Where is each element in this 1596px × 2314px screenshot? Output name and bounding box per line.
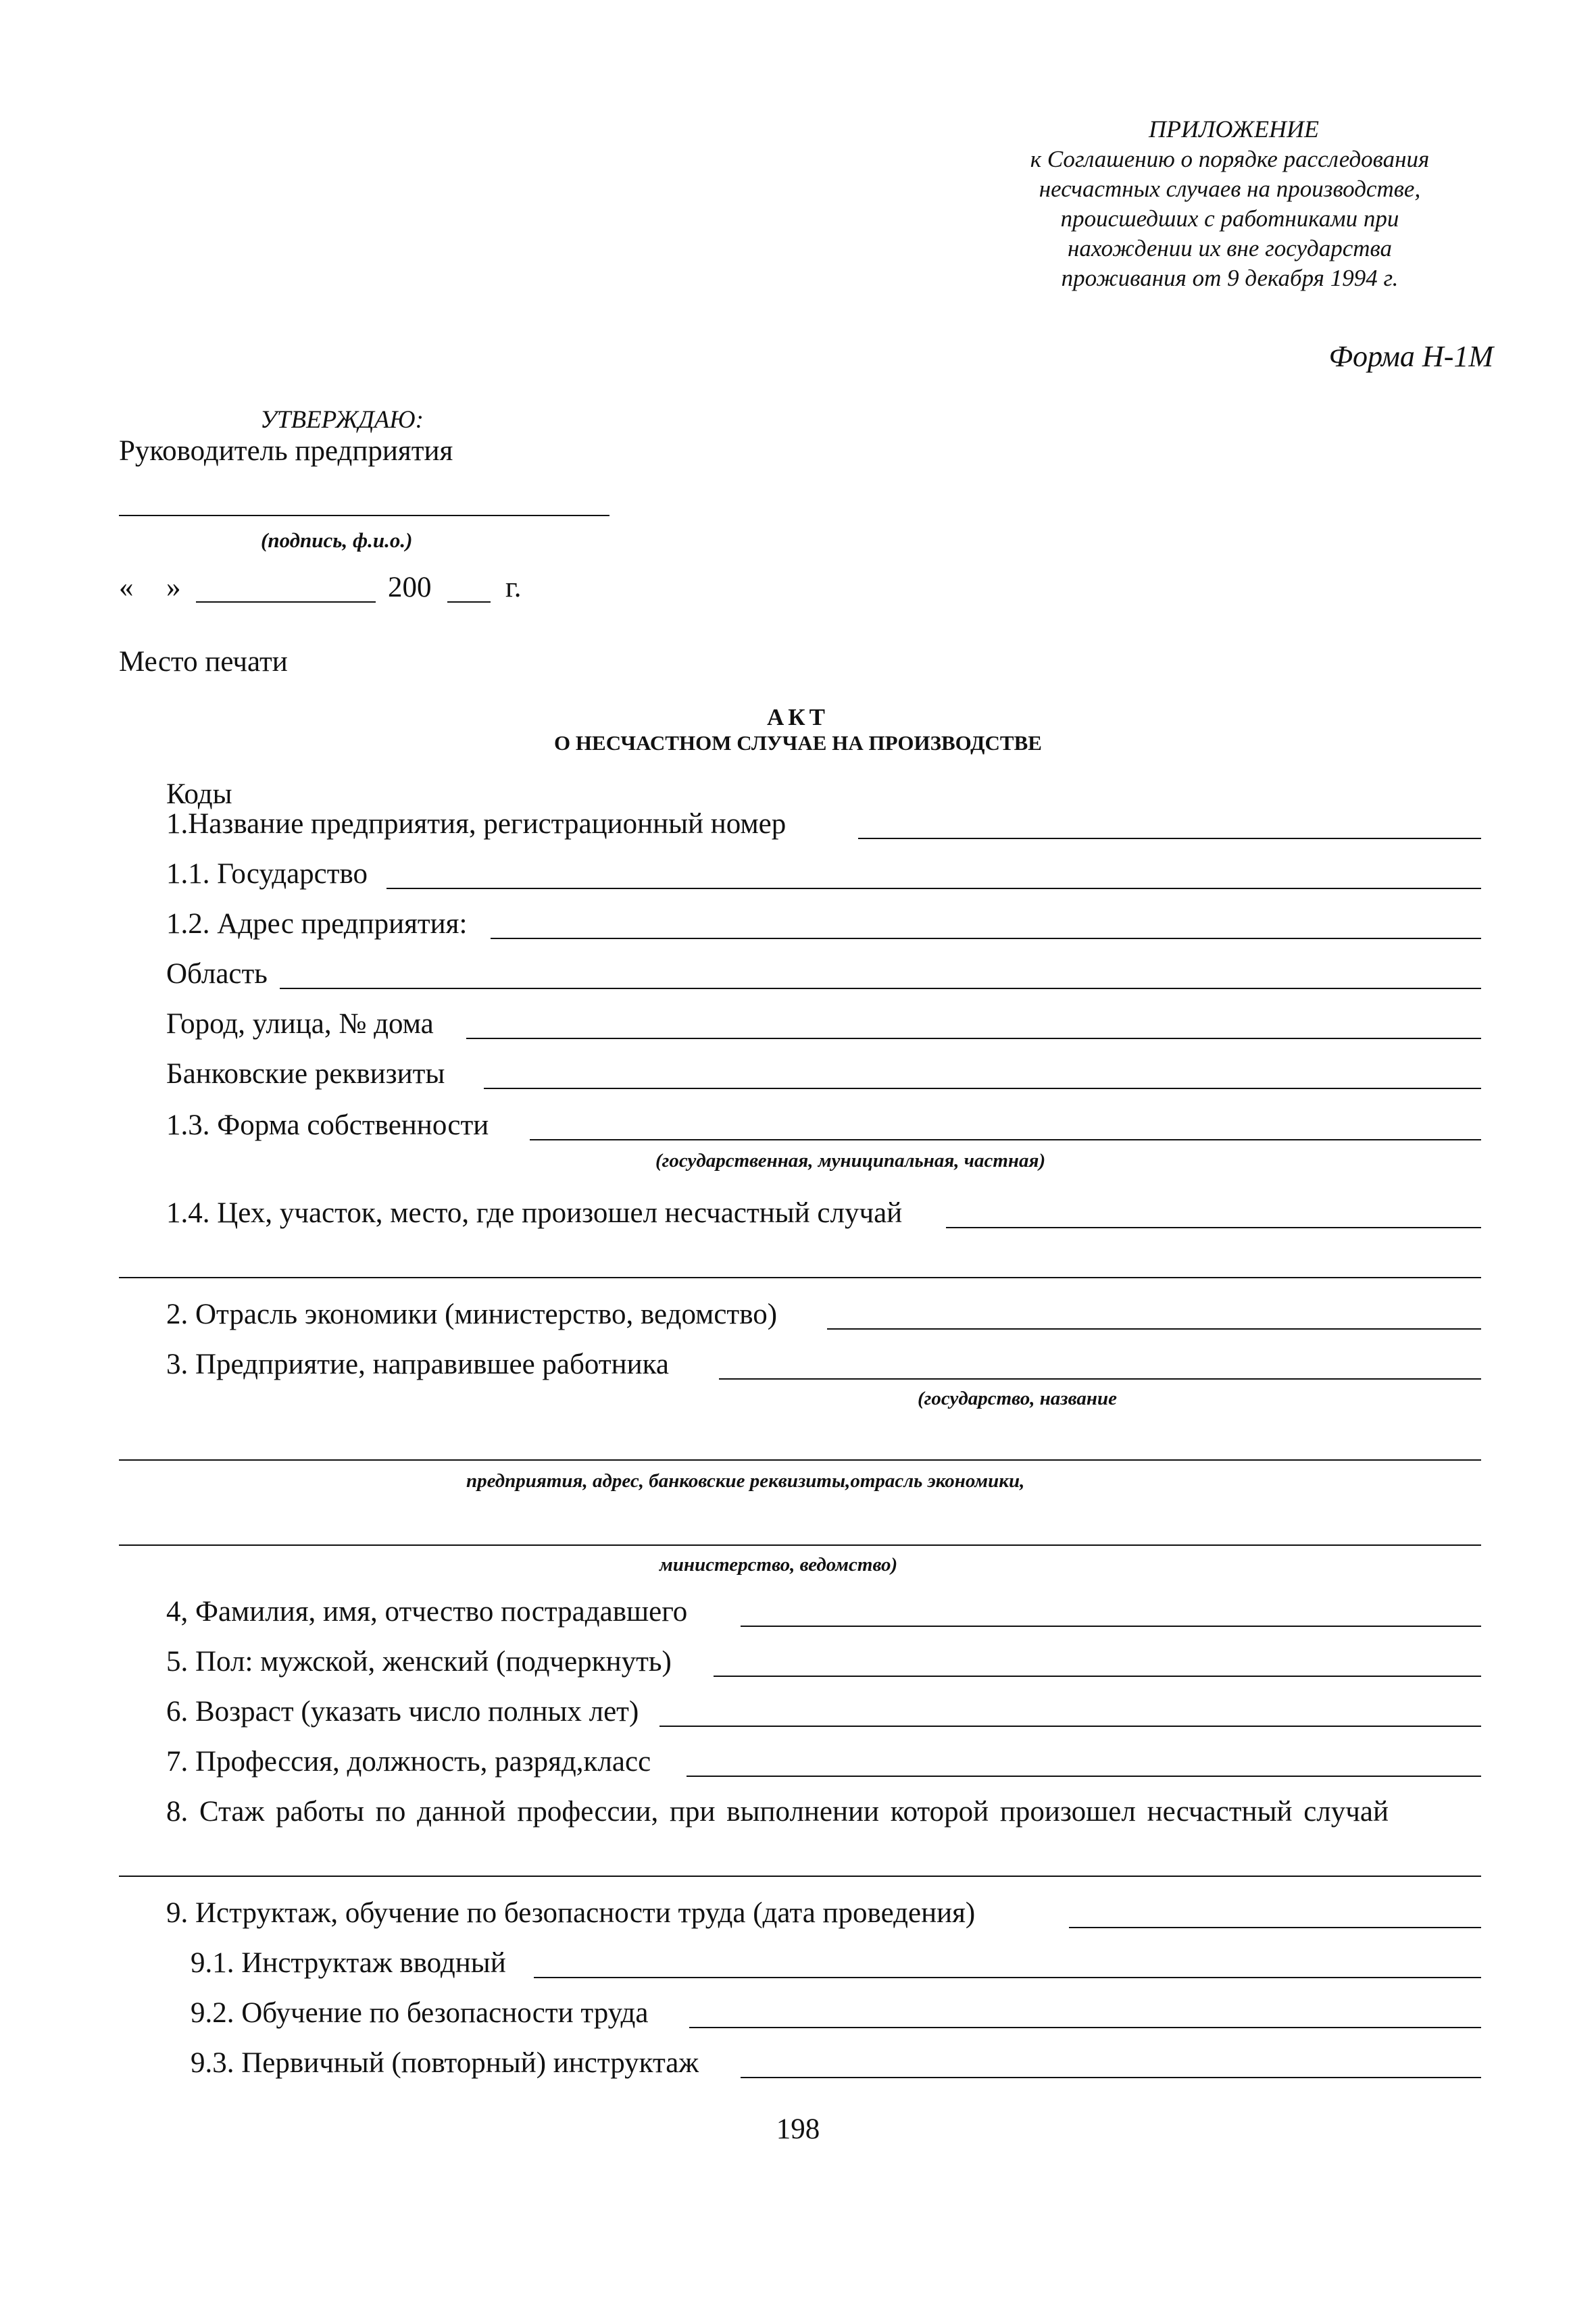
signature-line[interactable] <box>119 515 609 516</box>
field-8-label: 8. Стаж работы по данной профессии, при выполнении которой произошел несчастный случай <box>166 1796 1389 1828</box>
field-3-line[interactable] <box>719 1378 1481 1380</box>
field-8-line[interactable] <box>119 1876 1481 1877</box>
field-1-1-line[interactable] <box>386 888 1481 889</box>
bank-label: Банковские реквизиты <box>166 1058 445 1090</box>
field-1-label: 1.Название предприятия, регистрационный номер <box>166 808 787 840</box>
date-close-quote: » <box>166 572 181 603</box>
appendix-line: происшедших с работниками при <box>1060 205 1399 232</box>
field-9-label: 9. Иструктаж, обучение по безопасности труда (дата проведения) <box>166 1897 976 1929</box>
field-1-3-caption: (государственная, муниципальная, частная) <box>655 1150 1046 1172</box>
region-label: Область <box>166 958 268 990</box>
field-9-1-line[interactable] <box>534 1977 1481 1978</box>
appendix-line: нахождении их вне государства <box>1068 235 1392 261</box>
field-1-3-line[interactable] <box>530 1139 1481 1140</box>
field-1-2-line[interactable] <box>491 938 1481 939</box>
form-name: Форма Н-1М <box>1328 340 1493 373</box>
field-9-2-line[interactable] <box>689 2027 1481 2028</box>
field-9-line[interactable] <box>1069 1927 1481 1928</box>
signature-caption: (подпись, ф.и.о.) <box>261 528 413 552</box>
year-prefix: 200 <box>388 572 432 603</box>
field-1-1-label: 1.1. Государство <box>166 858 368 890</box>
field-2-label: 2. Отрасль экономики (министерство, ведомство) <box>166 1299 778 1330</box>
field-1-4-line-continued[interactable] <box>119 1277 1481 1278</box>
bank-line[interactable] <box>484 1088 1481 1089</box>
city-line[interactable] <box>466 1038 1481 1039</box>
field-3-caption-2: предприятия, адрес, банковские реквизиты,отрасль экономики, <box>466 1470 1025 1492</box>
field-5-line[interactable] <box>714 1676 1481 1677</box>
act-subtitle: О НЕСЧАСТНОМ СЛУЧАЕ НА ПРОИЗВОДСТВЕ <box>554 731 1042 755</box>
field-9-3-label: 9.3. Первичный (повторный) инструктаж <box>191 2047 699 2079</box>
appendix-line: несчастных случаев на производстве, <box>1039 176 1421 202</box>
field-6-line[interactable] <box>659 1726 1481 1727</box>
field-1-2-label: 1.2. Адрес предприятия: <box>166 908 468 940</box>
field-9-1-label: 9.1. Инструктаж вводный <box>191 1947 506 1979</box>
page-number: 198 <box>776 2113 820 2145</box>
field-1-4-line[interactable] <box>946 1227 1481 1228</box>
region-line[interactable] <box>280 988 1481 989</box>
field-5-label: 5. Пол: мужской, женский (подчеркнуть) <box>166 1646 672 1678</box>
director-label: Руководитель предприятия <box>119 435 453 467</box>
date-month-line[interactable] <box>196 601 376 603</box>
field-3-line-2[interactable] <box>119 1459 1481 1461</box>
appendix-line: проживания от 9 декабря 1994 г. <box>1061 265 1399 291</box>
field-9-2-label: 9.2. Обучение по безопасности труда <box>191 1997 649 2029</box>
approve-label: УТВЕРЖДАЮ: <box>260 406 424 434</box>
field-4-line[interactable] <box>741 1626 1481 1627</box>
field-7-line[interactable] <box>687 1776 1481 1777</box>
appendix-line: к Соглашению о порядке расследования <box>1030 146 1430 172</box>
year-digits-line[interactable] <box>447 601 491 603</box>
seal-label: Место печати <box>119 646 288 678</box>
field-7-label: 7. Профессия, должность, разряд,класс <box>166 1746 651 1778</box>
field-6-label: 6. Возраст (указать число полных лет) <box>166 1696 639 1728</box>
city-label: Город, улица, № дома <box>166 1008 434 1040</box>
field-1-3-label: 1.3. Форма собственности <box>166 1109 489 1141</box>
field-2-line[interactable] <box>827 1328 1481 1330</box>
codes-label: Коды <box>166 778 232 810</box>
field-1-4-label: 1.4. Цех, участок, место, где произошел несчастный случай <box>166 1197 903 1229</box>
year-suffix: г. <box>505 572 522 603</box>
field-3-label: 3. Предприятие, направившее работника <box>166 1349 669 1380</box>
field-3-caption-1: (государство, название <box>918 1388 1117 1409</box>
field-1-line[interactable] <box>858 838 1481 839</box>
field-9-3-line[interactable] <box>741 2077 1481 2078</box>
date-open-quote: « <box>119 572 134 603</box>
act-title: АКТ <box>767 704 829 730</box>
field-3-line-3[interactable] <box>119 1544 1481 1546</box>
field-3-caption-3: министерство, ведомство) <box>659 1554 898 1576</box>
appendix-title: ПРИЛОЖЕНИЕ <box>1149 116 1319 143</box>
field-4-label: 4, Фамилия, имя, отчество пострадавшего <box>166 1596 688 1628</box>
